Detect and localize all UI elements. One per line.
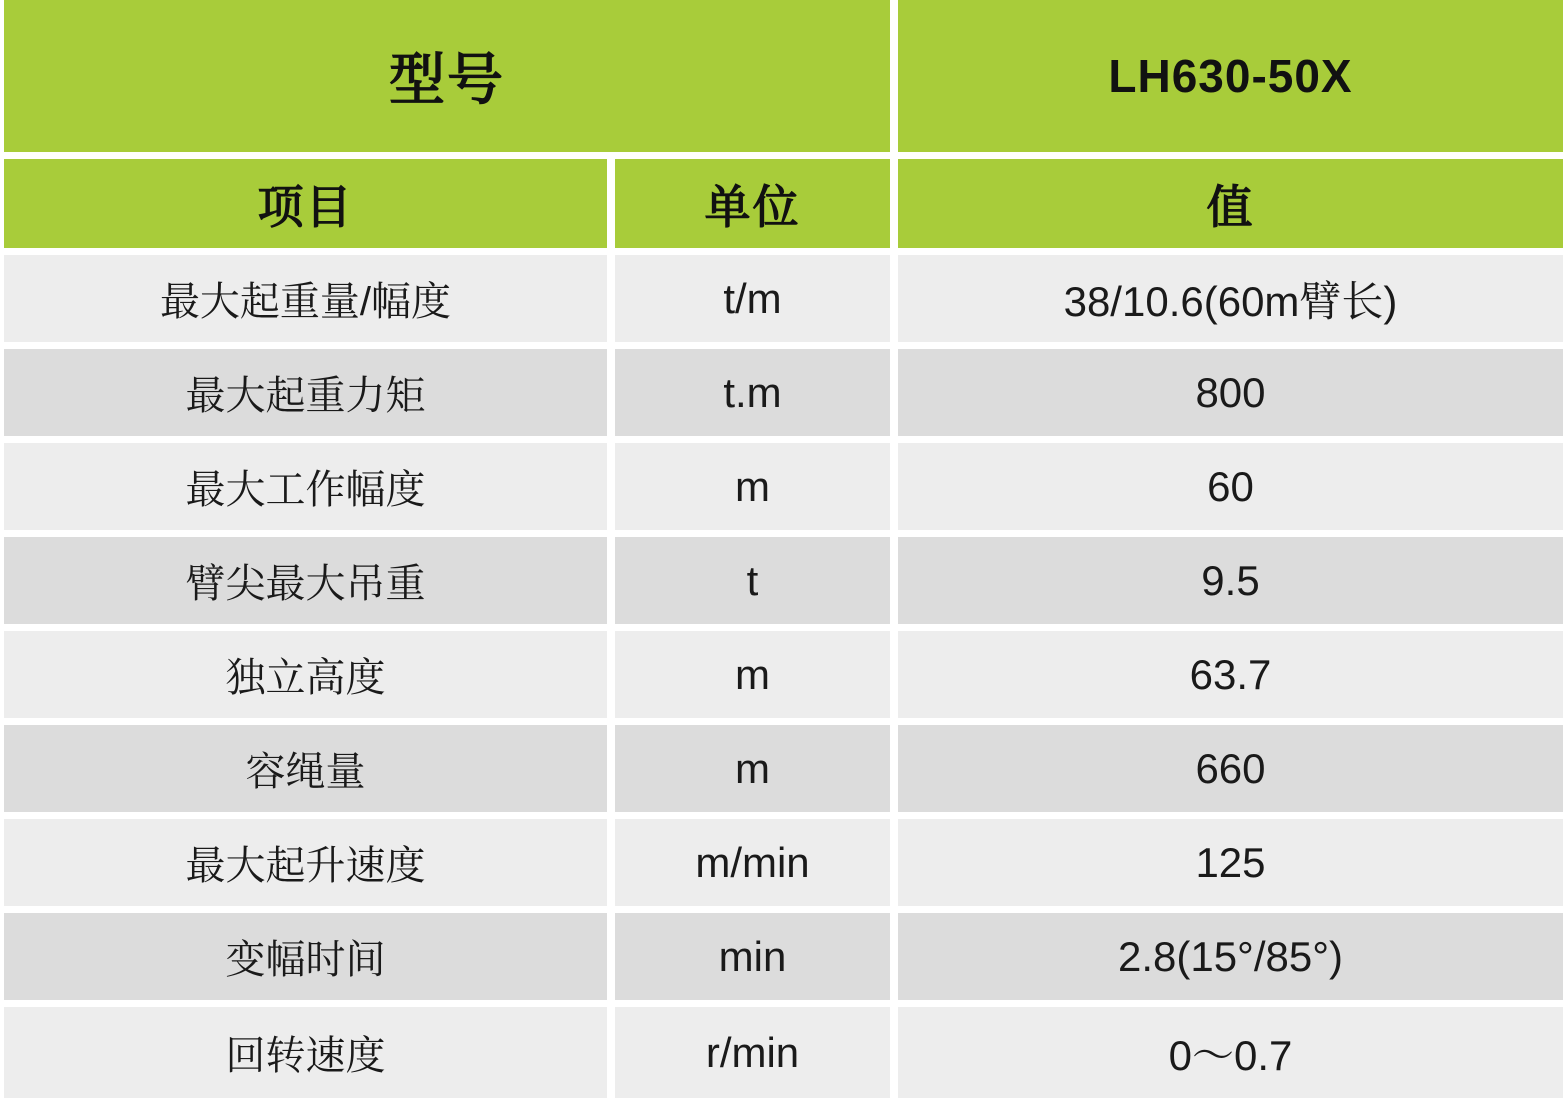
row-value-rope-capacity: 660	[898, 725, 1563, 812]
column-header-item: 项目	[4, 159, 607, 248]
row-value-tip-load: 9.5	[898, 537, 1563, 624]
crane-spec-table	[4, 0, 1563, 1098]
row-unit-max-hoisting-speed: m/min	[615, 819, 890, 906]
row-item-max-load-moment: 最大起重力矩	[4, 349, 607, 436]
row-unit-max-load-radius: t/m	[615, 255, 890, 342]
row-value-slewing-speed: 0～0.7	[898, 1007, 1563, 1098]
row-unit-max-working-radius: m	[615, 443, 890, 530]
row-unit-freestanding-height: m	[615, 631, 890, 718]
row-item-freestanding-height: 独立高度	[4, 631, 607, 718]
row-value-luffing-time: 2.8(15°/85°)	[898, 913, 1563, 1000]
row-value-max-load-moment: 800	[898, 349, 1563, 436]
row-unit-slewing-speed: r/min	[615, 1007, 890, 1098]
row-item-max-hoisting-speed: 最大起升速度	[4, 819, 607, 906]
row-item-rope-capacity: 容绳量	[4, 725, 607, 812]
row-item-tip-load: 臂尖最大吊重	[4, 537, 607, 624]
row-unit-luffing-time: min	[615, 913, 890, 1000]
row-unit-max-load-moment: t.m	[615, 349, 890, 436]
row-value-freestanding-height: 63.7	[898, 631, 1563, 718]
column-header-unit: 单位	[615, 159, 890, 248]
column-header-value: 值	[898, 159, 1563, 248]
row-value-max-working-radius: 60	[898, 443, 1563, 530]
row-unit-tip-load: t	[615, 537, 890, 624]
row-item-luffing-time: 变幅时间	[4, 913, 607, 1000]
row-item-max-load-radius: 最大起重量/幅度	[4, 255, 607, 342]
model-number: LH630-50X	[898, 0, 1563, 152]
row-item-slewing-speed: 回转速度	[4, 1007, 607, 1098]
model-header-label: 型号	[4, 0, 890, 152]
row-item-max-working-radius: 最大工作幅度	[4, 443, 607, 530]
row-value-max-hoisting-speed: 125	[898, 819, 1563, 906]
row-unit-rope-capacity: m	[615, 725, 890, 812]
row-value-max-load-radius: 38/10.6(60m臂长)	[898, 255, 1563, 342]
